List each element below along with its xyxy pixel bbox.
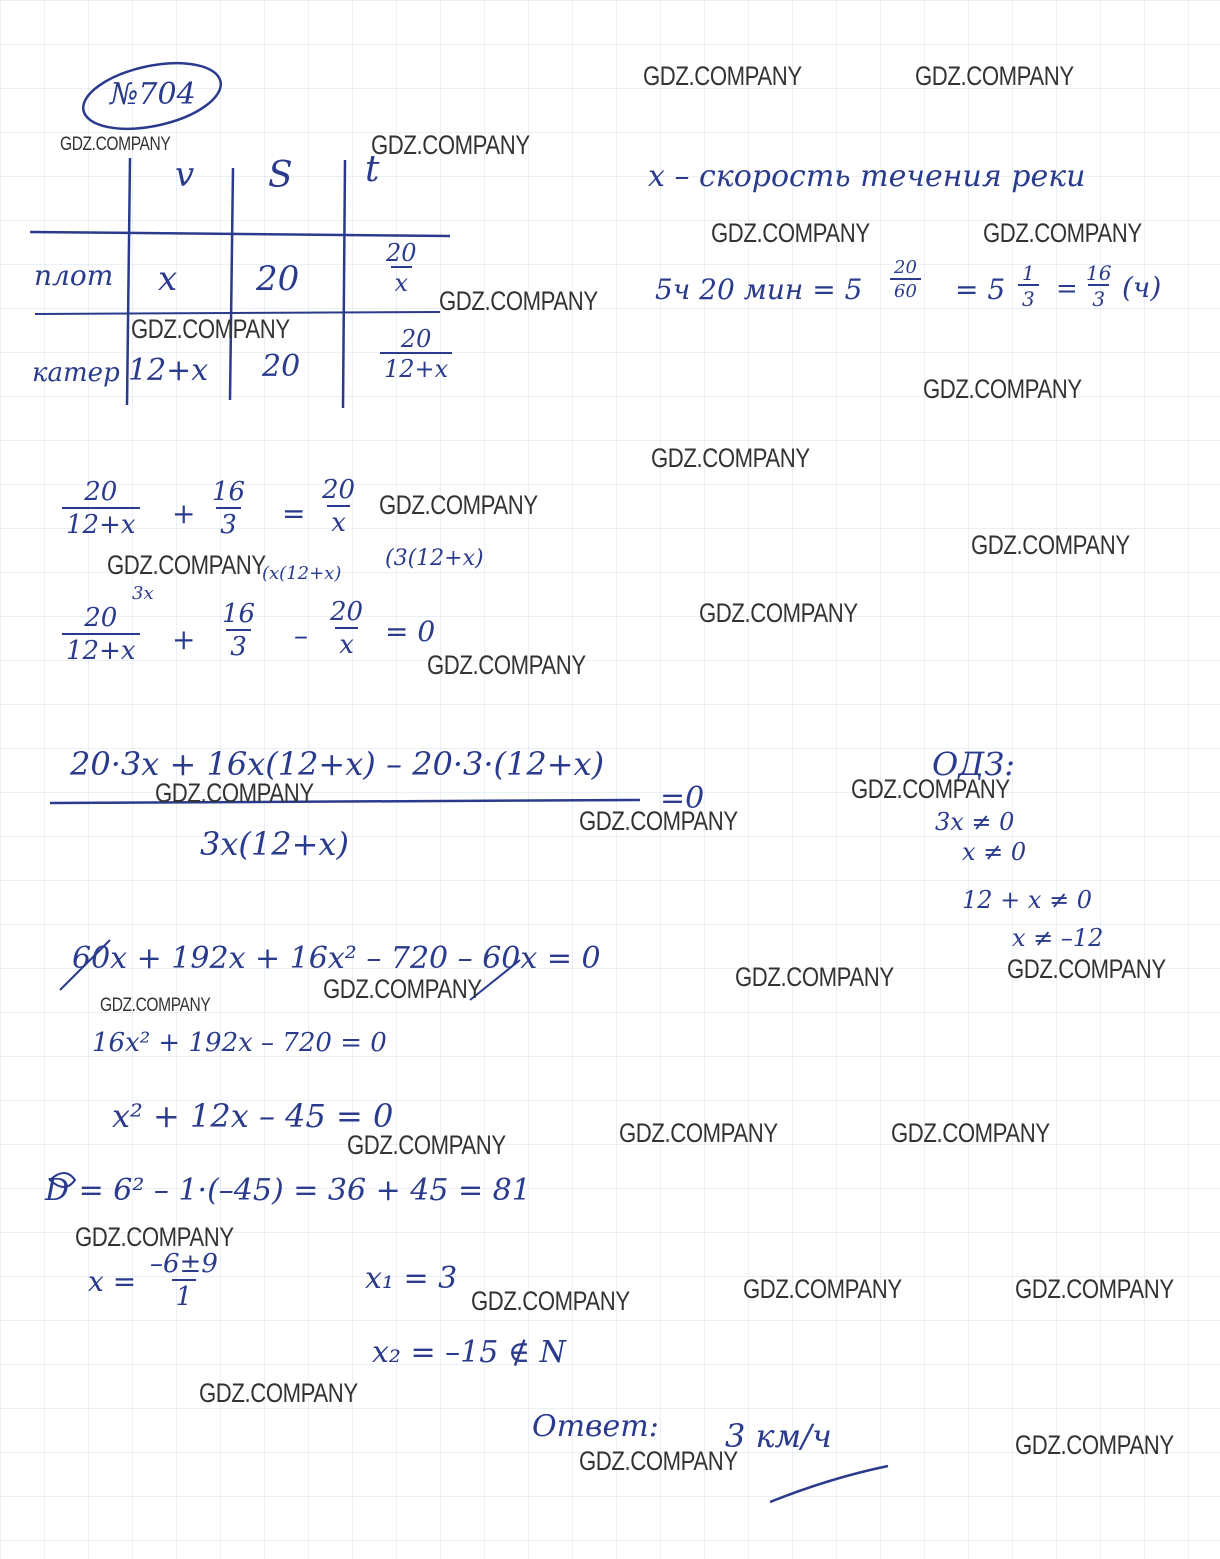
root-x2: x₂ = –15 ∉ N — [372, 1335, 566, 1370]
watermark: GDZ.COMPANY — [75, 1222, 234, 1252]
watermark: GDZ.COMPANY — [1015, 1274, 1174, 1304]
eq1-equals: = — [282, 497, 306, 530]
table-row-label-raft: плот — [34, 259, 114, 292]
watermark: GDZ.COMPANY — [379, 490, 538, 520]
odz-line: x ≠ –12 — [1012, 924, 1104, 952]
step-simplify: 16x² + 192x – 720 = 0 — [92, 1028, 387, 1058]
watermark: GDZ.COMPANY — [971, 530, 1130, 560]
table-cell-boat-v: 12+x — [128, 353, 209, 388]
table-col-divider-2 — [230, 168, 233, 400]
watermark: GDZ.COMPANY — [579, 806, 738, 836]
table-header-v: v — [175, 155, 195, 195]
table-header-line — [30, 232, 450, 236]
time-fraction-3 — [1082, 262, 1115, 310]
watermark: GDZ.COMPANY — [60, 134, 171, 155]
table-col-divider-3 — [343, 160, 345, 408]
watermark: GDZ.COMPANY — [983, 218, 1142, 248]
watermark: GDZ.COMPANY — [699, 598, 858, 628]
watermark: GDZ.COMPANY — [1007, 954, 1166, 984]
step-quadratic: x² + 12x – 45 = 0 — [112, 1097, 394, 1135]
fraction-denominator: 3 — [216, 507, 241, 540]
watermark: GDZ.COMPANY — [579, 1446, 738, 1476]
watermark: GDZ.COMPANY — [471, 1286, 630, 1316]
eq1-term-c — [318, 476, 359, 537]
fraction-numerator: 16 — [222, 599, 256, 629]
watermark: GDZ.COMPANY — [427, 650, 586, 680]
fraction-denominator: x — [327, 505, 350, 538]
eq1-plus: + — [172, 497, 196, 530]
watermark: GDZ.COMPANY — [155, 778, 314, 808]
eq2-multiplier-c: (3(12+x) — [385, 546, 484, 571]
problem-number: №704 — [110, 77, 196, 112]
table-cell-raft-v: x — [158, 259, 178, 299]
table-cell-raft-t — [382, 240, 421, 297]
fraction-denominator: 3 — [1018, 284, 1039, 310]
answer-value: 3 км/ч — [725, 1417, 832, 1455]
root-x1: x₁ = 3 — [365, 1261, 458, 1296]
answer-underline — [770, 1466, 888, 1502]
table-cell-boat-s: 20 — [262, 349, 301, 384]
watermark: GDZ.COMPANY — [131, 314, 290, 344]
fraction-denominator: 12+x — [62, 633, 140, 666]
eq2-multiplier-a: 3x — [132, 583, 154, 604]
fraction-numerator: 20 — [386, 239, 417, 267]
root-formula-fraction — [146, 1250, 222, 1311]
fraction-denominator: 12+x — [380, 352, 452, 382]
odz-line: 3x ≠ 0 — [935, 808, 1015, 836]
watermark: GDZ.COMPANY — [199, 1378, 358, 1408]
table-header-t: t — [365, 149, 380, 190]
watermark: GDZ.COMPANY — [923, 374, 1082, 404]
eq2-term-c — [326, 598, 367, 659]
time-eq: = — [1056, 274, 1078, 304]
time-unit: (ч) — [1122, 271, 1162, 304]
fraction-denominator: 3 — [1088, 284, 1109, 310]
watermark: GDZ.COMPANY — [651, 443, 810, 473]
fraction-denominator: 60 — [890, 278, 921, 302]
watermark: GDZ.COMPANY — [851, 774, 1010, 804]
watermark: GDZ.COMPANY — [891, 1118, 1050, 1148]
root-formula-lhs: x = — [88, 1265, 137, 1298]
fraction-numerator: 20 — [322, 475, 356, 505]
watermark: GDZ.COMPANY — [100, 995, 211, 1016]
watermark: GDZ.COMPANY — [735, 962, 894, 992]
fraction-numerator: 20 — [84, 477, 118, 507]
watermark: GDZ.COMPANY — [323, 974, 482, 1004]
watermark: GDZ.COMPANY — [619, 1118, 778, 1148]
watermark: GDZ.COMPANY — [347, 1130, 506, 1160]
fraction-numerator: 20 — [330, 597, 364, 627]
variable-definition: x – скорость течения реки — [648, 159, 1086, 194]
watermark: GDZ.COMPANY — [643, 61, 802, 91]
fraction-denominator: 12+x — [62, 507, 140, 540]
fraction-denominator: x — [391, 266, 413, 296]
watermark: GDZ.COMPANY — [743, 1274, 902, 1304]
eq2-minus: – — [294, 619, 308, 652]
eq2-rhs: = 0 — [385, 615, 436, 648]
eq2-plus: + — [172, 623, 196, 656]
odz-line: 12 + x ≠ 0 — [962, 886, 1093, 914]
odz-line: x ≠ 0 — [962, 838, 1027, 866]
big-fraction-denominator: 3x(12+x) — [200, 825, 349, 863]
fraction-numerator: –6±9 — [150, 1249, 218, 1279]
eq2-term-b — [218, 600, 259, 661]
fraction-denominator: 3 — [226, 629, 251, 662]
watermark: GDZ.COMPANY — [371, 130, 530, 160]
big-fraction-rhs: =0 — [660, 781, 705, 816]
fraction-numerator: 16 — [1086, 261, 1112, 285]
table-header-s: S — [268, 155, 293, 196]
eq1-term-a — [62, 478, 140, 539]
answer-label: Ответ: — [532, 1409, 659, 1444]
watermark: GDZ.COMPANY — [915, 61, 1074, 91]
step-expand: 60x + 192x + 16x² – 720 – 60x = 0 — [72, 941, 601, 976]
watermark: GDZ.COMPANY — [439, 286, 598, 316]
odz-title: ОДЗ: — [932, 745, 1015, 783]
eq1-term-b — [208, 478, 249, 539]
watermark: GDZ.COMPANY — [107, 550, 266, 580]
big-fraction-bar — [50, 800, 640, 803]
eq2-multiplier-b: (x(12+x) — [262, 563, 342, 584]
time-fraction-2 — [1018, 262, 1039, 310]
fraction-numerator: 20 — [84, 603, 118, 633]
watermark: GDZ.COMPANY — [711, 218, 870, 248]
fraction-numerator: 16 — [212, 477, 246, 507]
fraction-numerator: 1 — [1022, 261, 1035, 285]
watermark: GDZ.COMPANY — [1015, 1430, 1174, 1460]
step-discriminant: D = 6² – 1·(–45) = 36 + 45 = 81 — [45, 1173, 531, 1208]
table-cell-raft-s: 20 — [256, 259, 300, 299]
big-fraction-numerator: 20·3x + 16x(12+x) – 20·3·(12+x) — [70, 745, 605, 783]
time-fraction-1 — [890, 258, 921, 302]
fraction-numerator: 20 — [400, 325, 432, 353]
table-cell-boat-t — [380, 326, 452, 383]
fraction-denominator: x — [335, 627, 358, 660]
fraction-numerator: 20 — [894, 257, 917, 278]
time-lhs: 5ч 20 мин = 5 — [655, 273, 863, 306]
time-mid: = 5 — [955, 273, 1006, 306]
table-row-label-boat: катер — [32, 358, 120, 388]
eq2-term-a — [62, 604, 140, 665]
fraction-denominator: 1 — [172, 1279, 197, 1312]
